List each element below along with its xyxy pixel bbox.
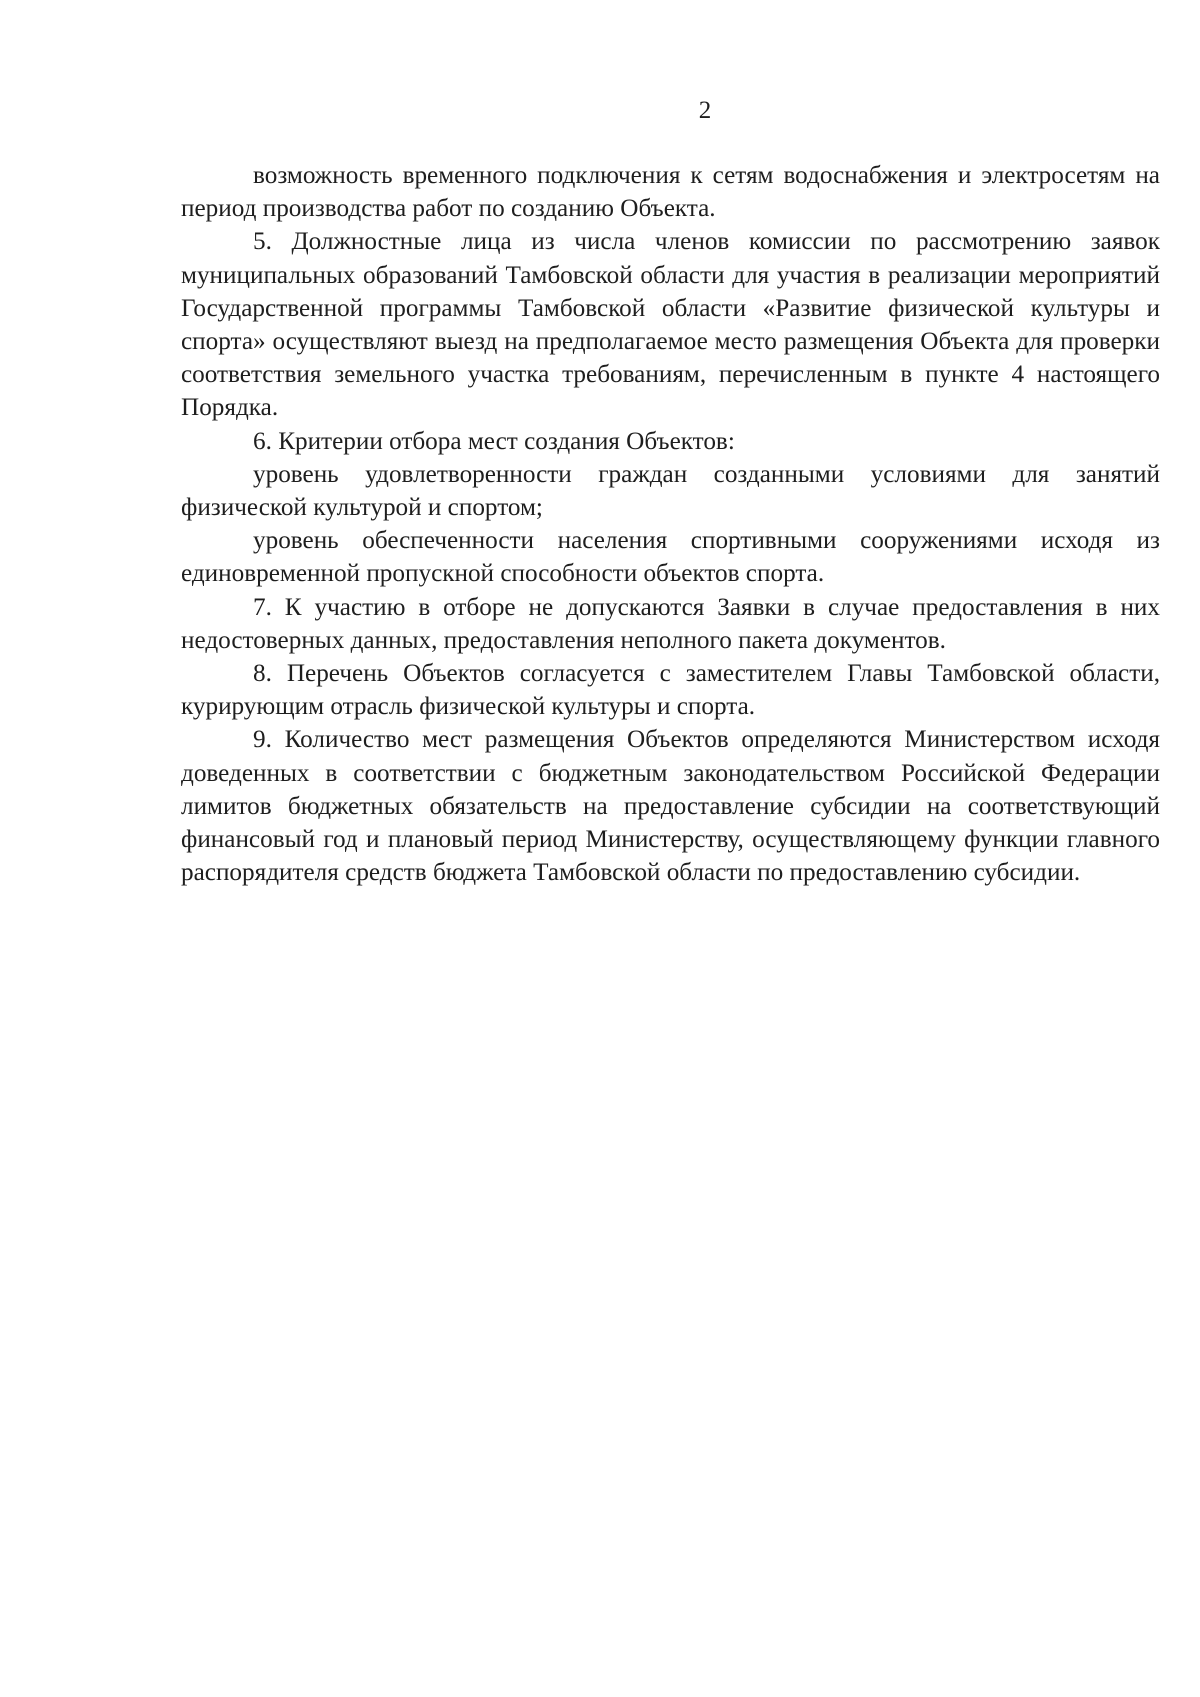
paragraph-item-7: 7. К участию в отборе не допускаются Заявки в случае предоставления в них недостоверных данных, предоставления неполного пакета документов.	[181, 593, 1160, 654]
paragraph-criterion-1: уровень удовлетворенности граждан созданными условиями для занятий физической культурой и спортом;	[181, 460, 1160, 522]
paragraph-item-6: 6. Критерии отбора мест создания Объектов:	[253, 427, 735, 455]
paragraph-item-9: 9. Количество мест размещения Объектов определяются Министерством исходя доведенных в соответствии с бюджетным законодательством Российской Федерации лимитов бюджетных обязательств на предоставление субсидии на соответствующий финансовый год и плановый период Министерству, осуществляющему функции главного распорядителя средств бюджета Тамбовской области по предоставлению субсидии.	[181, 726, 1160, 887]
paragraph-continuation: возможность временного подключения к сетям водоснабжения и электросетям на период производства работ по созданию Объекта.	[181, 162, 1160, 223]
paragraph-item-5: 5. Должностные лица из числа членов комиссии по рассмотрению заявок муниципальных образований Тамбовской области для участия в реализации мероприятий Государственной программы Тамбовской области «Развитие физической культуры и спорта» осуществляют выезд на предполагаемое место размещения Объекта для проверки соответствия земельного участка требованиям, перечисленным в пункте 4 настоящего Порядка.	[181, 228, 1160, 422]
page-number: 2	[698, 97, 712, 124]
paragraph-item-8: 8. Перечень Объектов согласуется с заместителем Главы Тамбовской области, курирующим отрасль физической культуры и спорта.	[181, 660, 1160, 721]
paragraph-criterion-2: уровень обеспеченности населения спортивными сооружениями исходя из единовременной пропускной способности объектов спорта.	[181, 527, 1160, 588]
document-body	[181, 159, 1160, 889]
